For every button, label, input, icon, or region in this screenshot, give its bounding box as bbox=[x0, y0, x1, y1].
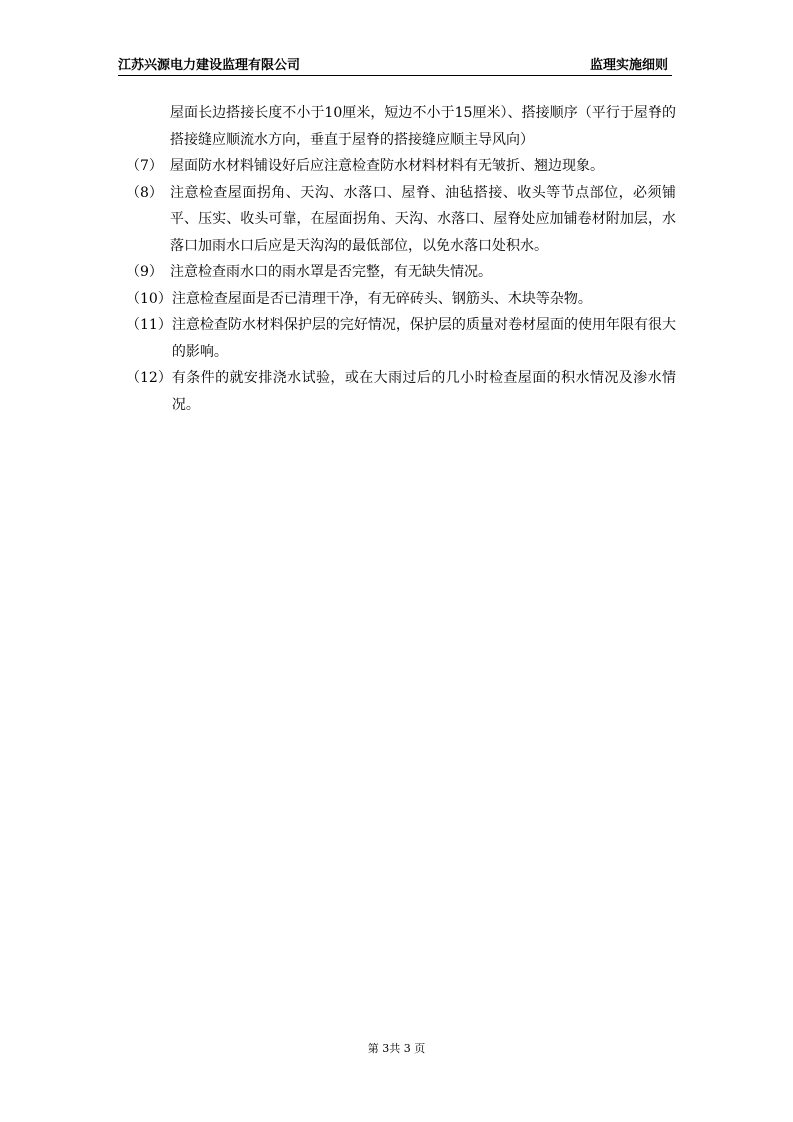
item-number: （11） bbox=[126, 317, 172, 333]
item-text: 屋面防水材料铺设好后应注意检查防水材料材料有无皱折、翘边现象。 bbox=[170, 158, 604, 174]
item-number: （12） bbox=[126, 370, 172, 386]
item-number: （8） bbox=[126, 184, 163, 201]
list-item bbox=[126, 286, 676, 313]
company-name: 江苏兴源电力建设监理有限公司 bbox=[118, 58, 301, 73]
item-text: 注意检查屋面拐角、天沟、水落口、屋脊、油毡搭接、收头等节点部位，必须铺平、压实、收头可靠，在屋面拐角、天沟、水落口、屋脊处应加铺卷材附加层，水落口加雨水口后应是天沟沟的最低部位，以免水落口处积水。 bbox=[170, 184, 676, 254]
item-text: 注意检查防水材料保护层的完好情况，保护层的质量对卷材屋面的使用年限有很大的影响。 bbox=[171, 317, 676, 360]
list-item bbox=[126, 259, 676, 286]
item-text: 有条件的就安排浇水试验，或在大雨过后的几小时检查屋面的积水情况及渗水情况。 bbox=[171, 370, 676, 413]
item-number: （9） bbox=[126, 264, 163, 280]
list-item bbox=[126, 153, 676, 180]
item-number: （7） bbox=[126, 158, 163, 174]
list-item bbox=[126, 312, 676, 365]
item-text: 注意检查屋面是否已清理干净，有无碎砖头、钢筋头、木块等杂物。 bbox=[171, 290, 592, 307]
list-item bbox=[126, 100, 676, 153]
list-item bbox=[126, 365, 676, 418]
item-number: （10） bbox=[126, 290, 172, 307]
item-text: 屋面长边搭接长度不小于10厘米，短边不小于15厘米）、搭接顺序（平行于屋脊的搭接缝应顺流水方向，垂直于屋脊的搭接缝应顺主导风向） bbox=[170, 105, 676, 148]
page-number: 第 3共 3 页 bbox=[367, 1042, 426, 1055]
item-text: 注意检查雨水口的雨水罩是否完整，有无缺失情况。 bbox=[170, 264, 492, 280]
document-body bbox=[126, 100, 676, 418]
page-header bbox=[118, 57, 672, 76]
list-item bbox=[126, 180, 676, 260]
document-type: 监理实施细则 bbox=[589, 58, 668, 73]
